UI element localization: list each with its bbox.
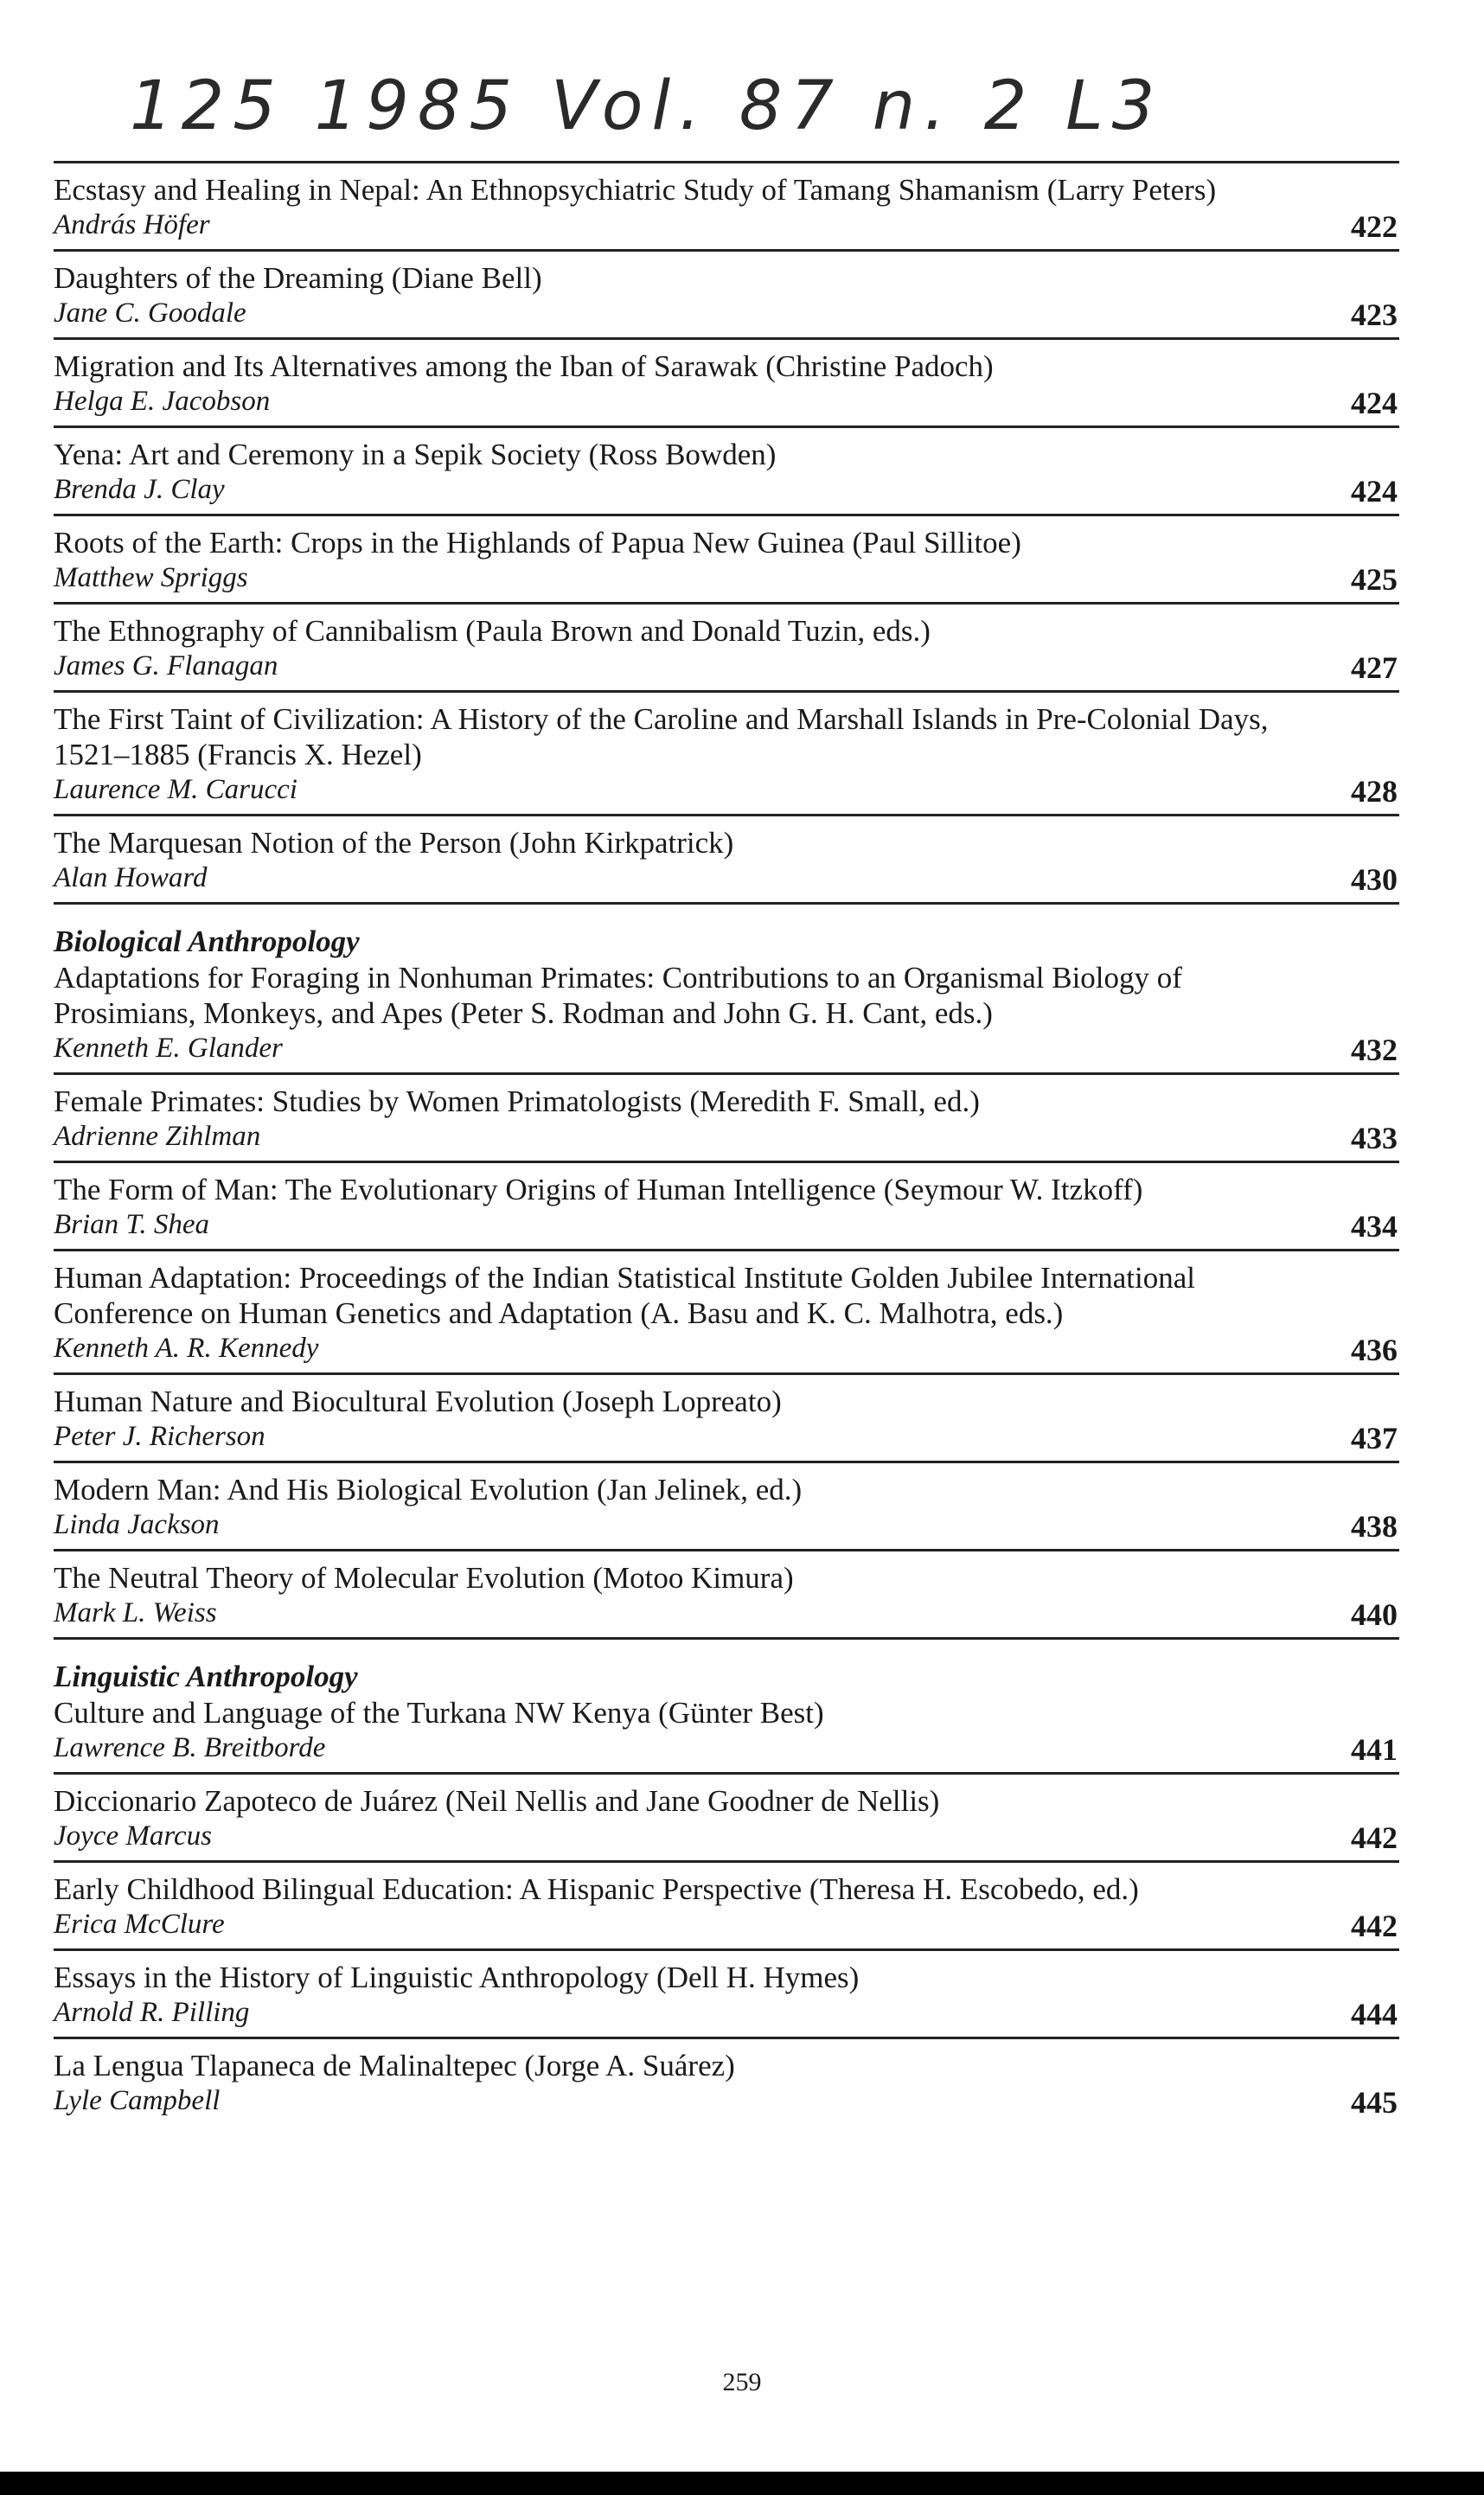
entry-page-number: 427 [1351, 650, 1398, 685]
toc-entry [54, 1951, 1399, 2039]
entry-title: Essays in the History of Linguistic Anthropology (Dell H. Hymes) [54, 1961, 860, 1994]
entry-page-number: 424 [1351, 474, 1398, 509]
entry-reviewer: Alan Howard [54, 862, 208, 893]
entry-reviewer: András Höfer [54, 209, 210, 240]
toc-entry [54, 2039, 1399, 2125]
entry-title: Roots of the Earth: Crops in the Highlands of Papua New Guinea (Paul Sillitoe) [54, 526, 1021, 560]
entry-reviewer: Matthew Spriggs [54, 562, 248, 593]
entry-page-number: 441 [1351, 1732, 1398, 1767]
entry-page-number: 442 [1351, 1820, 1398, 1855]
entry-title: La Lengua Tlapaneca de Malinaltepec (Jorge A. Suárez) [54, 2049, 735, 2082]
entry-page-number: 437 [1351, 1421, 1398, 1455]
entry-title: Diccionario Zapoteco de Juárez (Neil Nellis and Jane Goodner de Nellis) [54, 1784, 940, 1818]
entry-page-number: 430 [1351, 862, 1398, 897]
toc-entry [54, 1075, 1399, 1163]
entry-reviewer: Jane C. Goodale [54, 297, 246, 329]
toc-entry [54, 1775, 1399, 1863]
entry-reviewer: Lyle Campbell [54, 2085, 221, 2116]
toc-entry [54, 1251, 1399, 1375]
toc-entry [54, 163, 1399, 252]
toc-body [54, 163, 1399, 2125]
entry-page-number: 442 [1351, 1909, 1398, 1943]
entry-page-number: 428 [1351, 774, 1398, 809]
page-number: 259 [722, 2368, 762, 2396]
entry-title: Culture and Language of the Turkana NW Kenya (Günter Best) [54, 1696, 824, 1730]
toc-entry [54, 516, 1399, 605]
handwritten-note: 125 1985 Vol. 87 n. 2 L3 [130, 67, 1164, 145]
entry-title: The First Taint of Civilization: A History of the Caroline and Marshall Islands in Pre-Colonial Days, 1521–1885 (Francis X. Hezel) [54, 702, 1269, 771]
entry-reviewer: Arnold R. Pilling [54, 1997, 250, 2028]
entry-title: Daughters of the Dreaming (Diane Bell) [54, 261, 542, 295]
toc-entry [54, 340, 1399, 428]
entry-reviewer: Helga E. Jacobson [54, 386, 271, 417]
toc-entry [54, 1375, 1399, 1463]
entry-reviewer: Lawrence B. Breitborde [54, 1732, 326, 1763]
entry-title: The Marquesan Notion of the Person (John Kirkpatrick) [54, 826, 734, 860]
entry-title: The Form of Man: The Evolutionary Origins of Human Intelligence (Seymour W. Itzkoff) [54, 1173, 1143, 1206]
entry-reviewer: Peter J. Richerson [54, 1421, 265, 1452]
entry-reviewer: Brenda J. Clay [54, 474, 225, 505]
entry-reviewer: Adrienne Zihlman [54, 1121, 261, 1152]
toc-entry [54, 1551, 1399, 1640]
section-heading: Biological Anthropology [54, 924, 360, 958]
toc-entry [54, 1863, 1399, 1951]
entry-page-number: 434 [1351, 1209, 1398, 1244]
entry-title: Early Childhood Bilingual Education: A Hispanic Perspective (Theresa H. Escobedo, ed.) [54, 1872, 1139, 1906]
toc-entry [54, 1463, 1399, 1551]
entry-page-number: 423 [1351, 297, 1398, 332]
entry-reviewer: Linda Jackson [54, 1509, 220, 1540]
entry-page-number: 424 [1351, 386, 1398, 420]
entry-title: Ecstasy and Healing in Nepal: An Ethnopsychiatric Study of Tamang Shamanism (Larry Peters) [54, 173, 1217, 207]
entry-title: The Neutral Theory of Molecular Evolution (Motoo Kimura) [54, 1561, 794, 1595]
entry-page-number: 444 [1351, 1997, 1398, 2031]
toc-entry [54, 1163, 1399, 1251]
entry-title: Female Primates: Studies by Women Primatologists (Meredith F. Small, ed.) [54, 1084, 980, 1118]
entry-reviewer: Kenneth A. R. Kennedy [54, 1333, 319, 1364]
entry-title: Human Adaptation: Proceedings of the Indian Statistical Institute Golden Jubilee International Conference on Human Genetics and Adaptation (A. Basu and K. C. Malhotra, eds.) [54, 1261, 1195, 1330]
entry-title: The Ethnography of Cannibalism (Paula Brown and Donald Tuzin, eds.) [54, 614, 931, 648]
toc-entry [54, 1640, 1399, 1775]
entry-reviewer: Erica McClure [54, 1909, 225, 1940]
toc-entry [54, 816, 1399, 905]
entry-page-number: 432 [1351, 1033, 1398, 1067]
entry-reviewer: Mark L. Weiss [54, 1597, 217, 1628]
toc-entry [54, 905, 1399, 1075]
entry-page-number: 445 [1351, 2085, 1398, 2120]
entry-title: Modern Man: And His Biological Evolution (Jan Jelinek, ed.) [54, 1473, 803, 1507]
entry-reviewer: Brian T. Shea [54, 1209, 209, 1240]
entry-title: Migration and Its Alternatives among the Iban of Sarawak (Christine Padoch) [54, 349, 994, 383]
toc-entry [54, 693, 1399, 816]
entry-page-number: 436 [1351, 1333, 1398, 1367]
entry-reviewer: James G. Flanagan [54, 650, 278, 681]
entry-page-number: 440 [1351, 1597, 1398, 1632]
scan-edge-bar [0, 2472, 1484, 2495]
toc-entry [54, 605, 1399, 693]
entry-page-number: 438 [1351, 1509, 1398, 1544]
entry-reviewer: Laurence M. Carucci [54, 774, 297, 805]
entry-page-number: 422 [1351, 209, 1398, 244]
entry-reviewer: Joyce Marcus [54, 1820, 212, 1852]
toc-entry [54, 252, 1399, 340]
entry-title: Yena: Art and Ceremony in a Sepik Society (Ross Bowden) [54, 438, 777, 471]
table-of-contents [54, 161, 1399, 2125]
toc-entry [54, 428, 1399, 516]
entry-reviewer: Kenneth E. Glander [54, 1033, 283, 1064]
entry-page-number: 433 [1351, 1121, 1398, 1155]
entry-title: Human Nature and Biocultural Evolution (Joseph Lopreato) [54, 1385, 782, 1418]
entry-title: Adaptations for Foraging in Nonhuman Primates: Contributions to an Organismal Biology of Prosimians, Monkeys, and Apes (Peter S. Rodman and John G. H. Cant, eds.) [54, 961, 1182, 1030]
section-heading: Linguistic Anthropology [54, 1660, 358, 1693]
entry-page-number: 425 [1351, 562, 1398, 597]
